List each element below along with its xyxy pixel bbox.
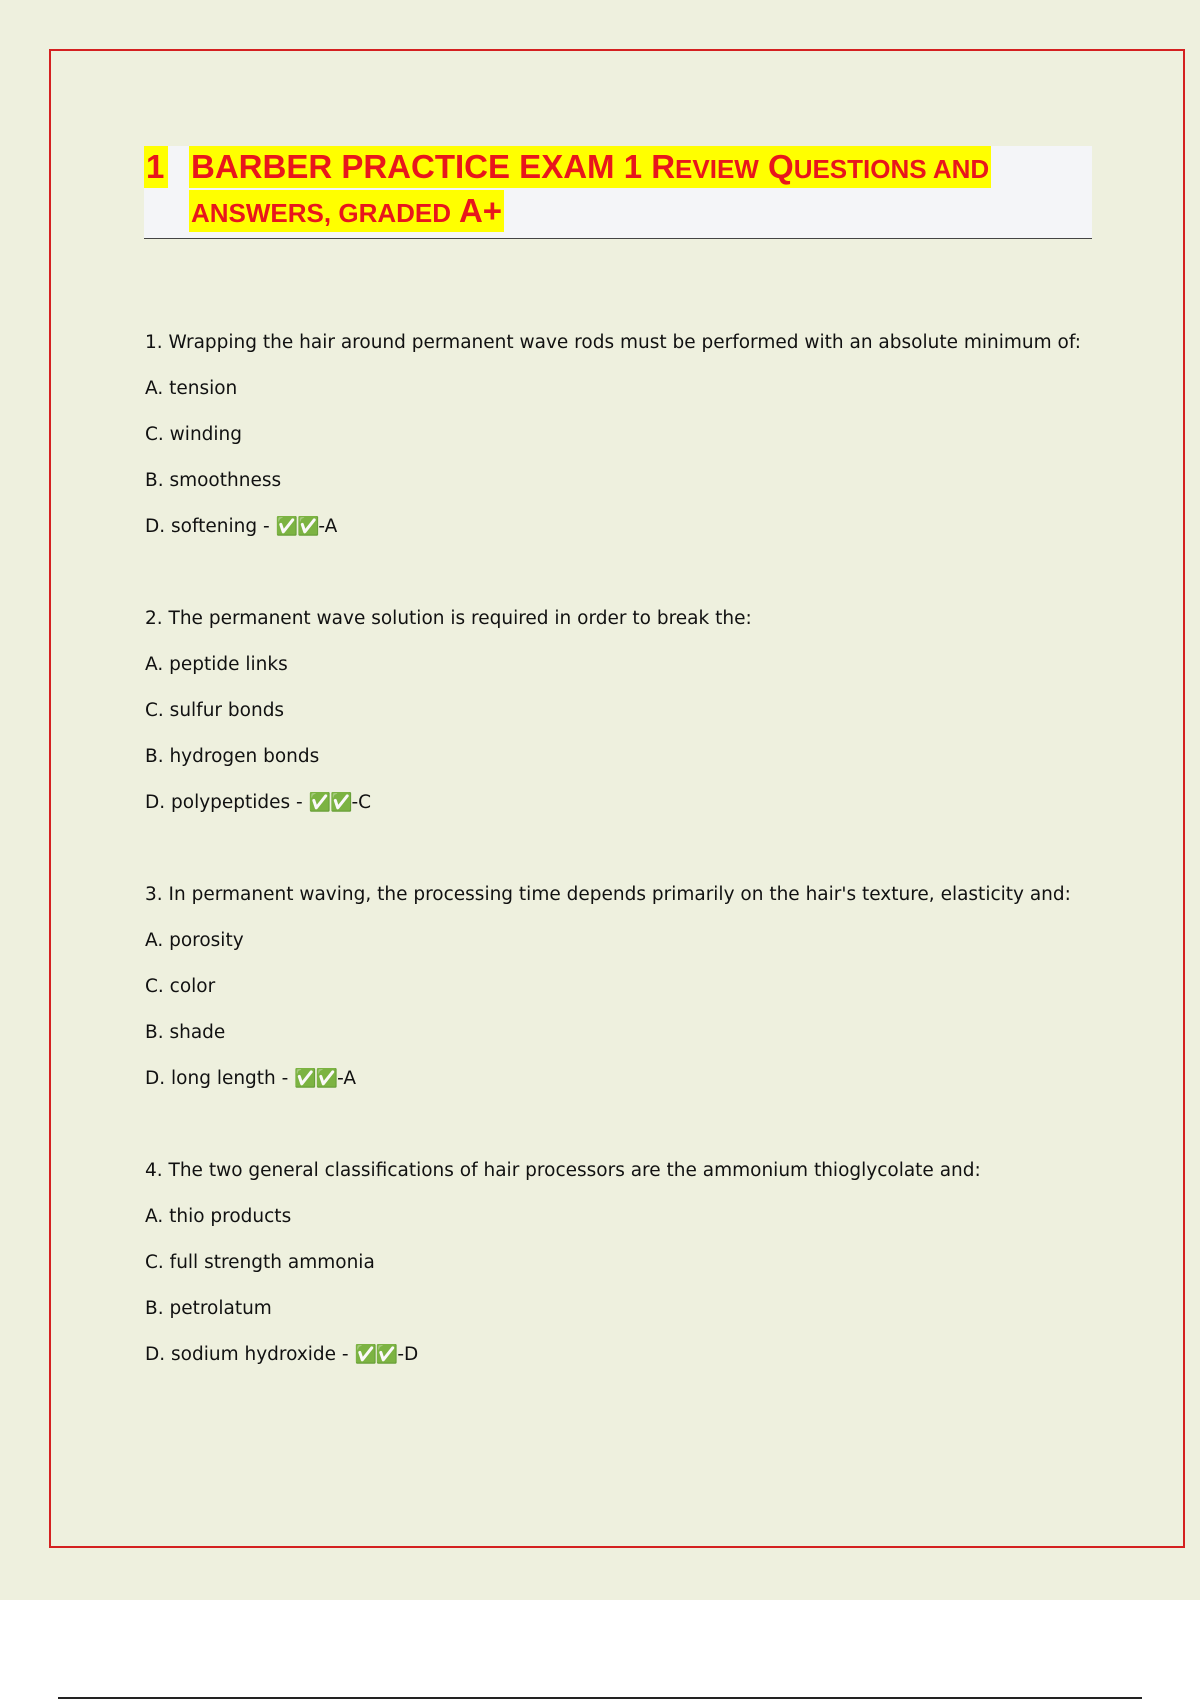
- question-1: [145, 320, 1085, 596]
- double-check-icon: ✅✅: [354, 1344, 398, 1365]
- question-2: [145, 596, 1085, 872]
- option-d-text: D. sodium hydroxide -: [145, 1344, 355, 1365]
- questions-list: [145, 320, 1085, 1424]
- option-a: A. peptide links: [145, 654, 288, 675]
- question-4: [145, 1148, 1085, 1424]
- option-a: A. tension: [145, 378, 238, 399]
- answer-letter: -A: [318, 516, 338, 537]
- option-c: C. winding: [145, 424, 243, 445]
- title-line-1: [189, 146, 991, 188]
- option-d: [145, 504, 1085, 550]
- option-b: B. hydrogen bonds: [145, 746, 320, 767]
- question-text: 3. In permanent waving, the processing time depends primarily on the hair's texture, elasticity and:: [145, 884, 1071, 905]
- title-number: 1: [144, 146, 168, 188]
- option-d: [145, 1332, 1085, 1378]
- title-line-1-main: BARBER PRACTICE EXAM 1 R: [191, 148, 676, 185]
- option-d-text: D. softening -: [145, 516, 276, 537]
- option-b: B. shade: [145, 1022, 226, 1043]
- double-check-icon: ✅✅: [294, 1068, 338, 1089]
- footer-rule: [58, 1697, 1142, 1699]
- title-line-1-q: Q: [758, 148, 794, 185]
- double-check-icon: ✅✅: [308, 792, 352, 813]
- question-text: 2. The permanent wave solution is required in order to break the:: [145, 608, 752, 629]
- option-c: C. full strength ammonia: [145, 1252, 375, 1273]
- question-3: [145, 872, 1085, 1148]
- option-b: B. smoothness: [145, 470, 282, 491]
- option-d-text: D. long length -: [145, 1068, 295, 1089]
- title-line-2: [189, 190, 504, 232]
- option-d: [145, 1056, 1085, 1102]
- option-a: A. thio products: [145, 1206, 292, 1227]
- option-d: [145, 780, 1085, 826]
- question-text: 4. The two general classifications of hair processors are the ammonium thioglycolate and:: [145, 1160, 981, 1181]
- title-line-1-smallcaps-1: EVIEW: [675, 154, 759, 184]
- option-d-text: D. polypeptides -: [145, 792, 309, 813]
- option-a: A. porosity: [145, 930, 244, 951]
- document-title: [144, 146, 1092, 239]
- title-line-1-smallcaps-2: UESTIONS AND: [793, 154, 990, 184]
- double-check-icon: ✅✅: [275, 516, 319, 537]
- option-c: C. sulfur bonds: [145, 700, 285, 721]
- option-c: C. color: [145, 976, 216, 997]
- answer-letter: -A: [337, 1068, 356, 1089]
- answer-letter: -D: [397, 1344, 419, 1365]
- answer-letter: -C: [351, 792, 372, 813]
- title-line-2-smallcaps: ANSWERS, GRADED: [191, 198, 452, 228]
- option-b: B. petrolatum: [145, 1298, 272, 1319]
- title-line-2-grade: A+: [451, 192, 503, 229]
- question-text: 1. Wrapping the hair around permanent wave rods must be performed with an absolute minimum of:: [145, 332, 1081, 353]
